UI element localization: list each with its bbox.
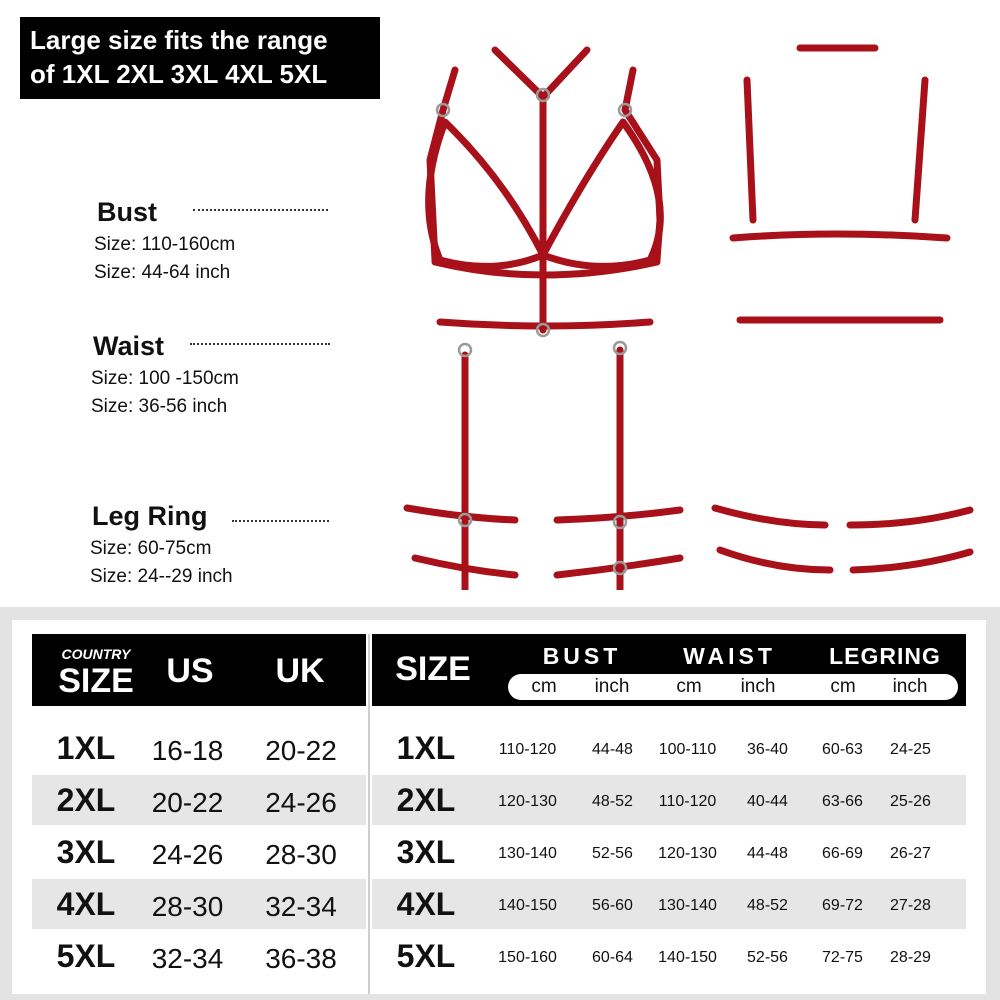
row-us: 24-26 bbox=[151, 839, 224, 870]
waist-cm: Size: 100 -150cm bbox=[91, 368, 239, 389]
row-size: 3XL bbox=[396, 834, 456, 870]
row-waist-inch: 48-52 bbox=[747, 897, 788, 914]
waist-spec bbox=[93, 331, 239, 418]
unit-bust-inch: inch bbox=[594, 676, 630, 697]
back-leg-ring-4 bbox=[853, 552, 970, 570]
row-size: 5XL bbox=[56, 938, 116, 974]
banner-line-2: of 1XL 2XL 3XL 4XL 5XL bbox=[30, 59, 328, 89]
unit-waist-inch: inch bbox=[740, 676, 776, 697]
harness-illustration bbox=[395, 30, 985, 590]
waist-divider bbox=[190, 343, 330, 345]
legring-column-label: LEGRING bbox=[829, 643, 941, 669]
row-size: 4XL bbox=[396, 886, 456, 922]
unit-leg-cm: cm bbox=[830, 676, 856, 697]
bust-inch: Size: 44-64 inch bbox=[94, 262, 231, 283]
row-waist-inch: 44-48 bbox=[747, 845, 788, 862]
row-bust-inch: 48-52 bbox=[592, 793, 633, 810]
row-bust-cm: 140-150 bbox=[498, 897, 557, 914]
row-leg-inch: 27-28 bbox=[890, 897, 931, 914]
back-bust-band bbox=[733, 234, 947, 238]
row-size: 4XL bbox=[56, 886, 116, 922]
neck-strap-left bbox=[495, 50, 541, 95]
row-uk: 24-26 bbox=[265, 787, 337, 818]
row-leg-cm: 72-75 bbox=[822, 949, 863, 966]
bust-spec bbox=[94, 197, 236, 284]
row-leg-inch: 24-25 bbox=[890, 741, 931, 758]
back-left-strap bbox=[747, 80, 753, 220]
row-bust-inch: 56-60 bbox=[592, 897, 633, 914]
leg-ring-divider bbox=[232, 520, 329, 522]
back-leg-ring-1 bbox=[715, 508, 825, 525]
row-waist-inch: 36-40 bbox=[747, 741, 788, 758]
row-leg-cm: 63-66 bbox=[822, 793, 863, 810]
row-leg-inch: 26-27 bbox=[890, 845, 931, 862]
row-uk: 36-38 bbox=[265, 943, 337, 974]
table-divider bbox=[368, 634, 370, 994]
leg-ring-inch: Size: 24--29 inch bbox=[90, 566, 233, 587]
row-size: 3XL bbox=[56, 834, 116, 870]
row-uk: 20-22 bbox=[265, 735, 337, 766]
unit-leg-inch: inch bbox=[892, 676, 928, 697]
row-us: 20-22 bbox=[151, 787, 224, 818]
waist-inch: Size: 36-56 inch bbox=[91, 396, 228, 417]
leg-ring-heading: Leg Ring bbox=[92, 501, 208, 531]
row-leg-inch: 25-26 bbox=[890, 793, 931, 810]
row-size: 5XL bbox=[396, 938, 456, 974]
back-leg-ring-2 bbox=[850, 510, 970, 525]
unit-waist-cm: cm bbox=[676, 676, 702, 697]
leg-ring-cm: Size: 60-75cm bbox=[90, 538, 212, 559]
country-size-header bbox=[32, 634, 366, 706]
row-uk: 32-34 bbox=[265, 891, 337, 922]
country-label: COUNTRY bbox=[61, 646, 131, 662]
waist-column-label: WAIST bbox=[683, 643, 776, 669]
row-size: 2XL bbox=[56, 782, 116, 818]
back-leg-ring-3 bbox=[720, 550, 830, 570]
row-bust-cm: 110-120 bbox=[498, 741, 557, 758]
row-bust-cm: 120-130 bbox=[498, 793, 557, 810]
right-shoulder-strap bbox=[625, 70, 660, 260]
row-waist-cm: 100-110 bbox=[658, 741, 717, 758]
leg-ring-spec bbox=[92, 501, 233, 588]
bust-heading: Bust bbox=[97, 197, 157, 227]
row-bust-cm: 150-160 bbox=[498, 949, 557, 966]
row-waist-cm: 120-130 bbox=[658, 845, 717, 862]
row-size: 1XL bbox=[56, 730, 116, 766]
us-label: US bbox=[166, 652, 214, 690]
left-cup bbox=[429, 122, 543, 266]
row-waist-cm: 130-140 bbox=[658, 897, 717, 914]
row-leg-cm: 60-63 bbox=[822, 741, 863, 758]
bust-cm: Size: 110-160cm bbox=[94, 234, 236, 255]
row-size: 1XL bbox=[396, 730, 456, 766]
row-waist-cm: 140-150 bbox=[658, 949, 717, 966]
row-waist-inch: 40-44 bbox=[747, 793, 788, 810]
bust-column-label: BUST bbox=[542, 643, 622, 669]
row-leg-inch: 28-29 bbox=[890, 949, 931, 966]
row-uk: 28-30 bbox=[265, 839, 337, 870]
row-waist-inch: 52-56 bbox=[747, 949, 788, 966]
row-us: 32-34 bbox=[151, 943, 224, 974]
right-size-label: SIZE bbox=[395, 650, 471, 688]
front-view bbox=[407, 50, 680, 590]
row-leg-cm: 69-72 bbox=[822, 897, 863, 914]
bust-divider bbox=[193, 209, 328, 211]
row-bust-inch: 52-56 bbox=[592, 845, 633, 862]
row-bust-inch: 44-48 bbox=[592, 741, 633, 758]
row-bust-inch: 60-64 bbox=[592, 949, 633, 966]
row-us: 16-18 bbox=[151, 735, 224, 766]
back-view bbox=[715, 48, 970, 570]
row-leg-cm: 66-69 bbox=[822, 845, 863, 862]
left-size-label: SIZE bbox=[58, 662, 134, 700]
waist-heading: Waist bbox=[93, 331, 165, 361]
row-bust-cm: 130-140 bbox=[498, 845, 557, 862]
neck-strap-right bbox=[545, 50, 587, 95]
uk-label: UK bbox=[275, 652, 325, 690]
back-right-strap bbox=[915, 80, 925, 220]
size-range-banner bbox=[20, 17, 380, 99]
row-size: 2XL bbox=[396, 782, 456, 818]
banner-line-1: Large size fits the range bbox=[30, 25, 328, 55]
unit-bust-cm: cm bbox=[531, 676, 557, 697]
row-waist-cm: 110-120 bbox=[658, 793, 717, 810]
row-us: 28-30 bbox=[151, 891, 224, 922]
